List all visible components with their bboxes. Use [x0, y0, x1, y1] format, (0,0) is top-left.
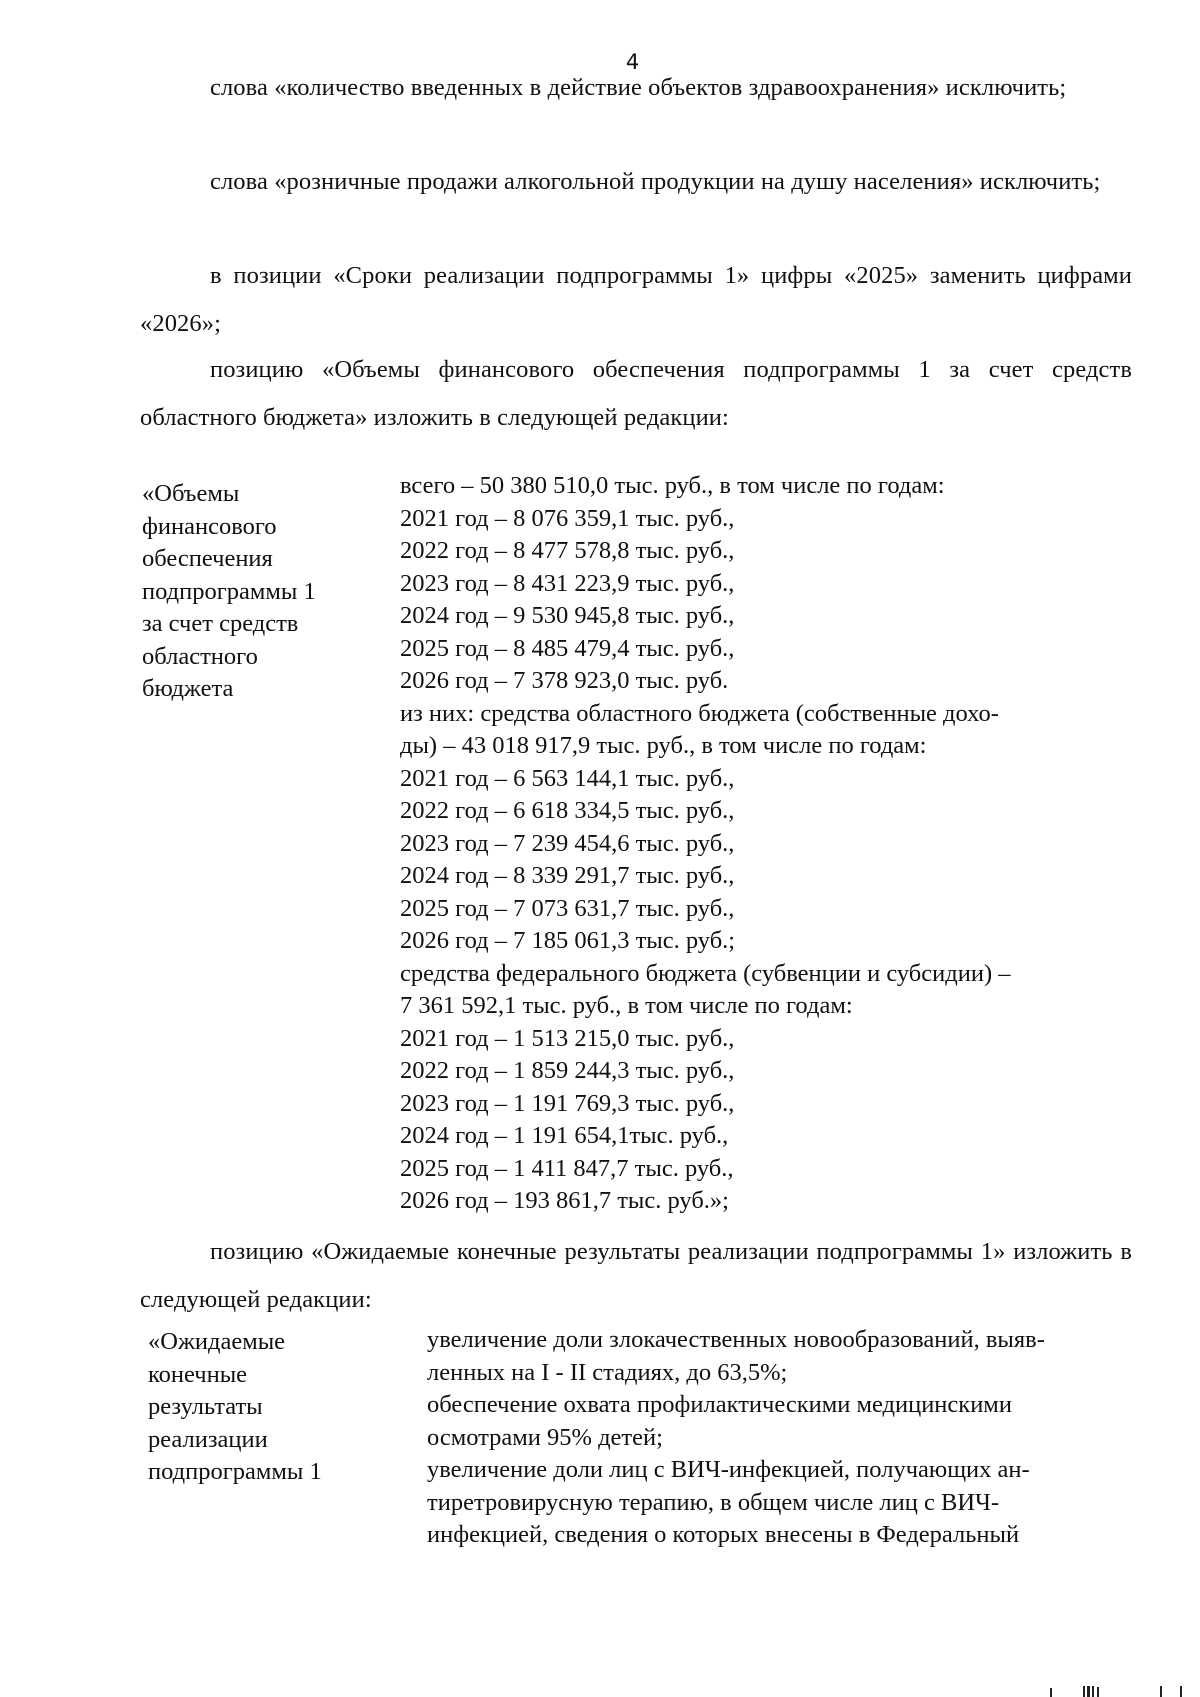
funding-value-line: 2023 год – 8 431 223,9 тыс. руб., — [400, 569, 735, 597]
scan-mark — [1180, 1686, 1182, 1697]
funding-values — [400, 470, 1140, 1218]
results-label-line: «Ожидаемые — [148, 1328, 286, 1355]
funding-value-line: 7 361 592,1 тыс. руб., в том числе по годам: — [400, 992, 853, 1019]
funding-value-line: 2021 год – 1 513 215,0 тыс. руб., — [400, 1024, 735, 1052]
funding-label-line: финансового — [142, 512, 277, 540]
funding-label-line: бюджета — [142, 675, 234, 702]
funding-value-line: ды) – 43 018 917,9 тыс. руб., в том числе по годам: — [400, 732, 927, 759]
funding-value-line: 2023 год – 7 239 454,6 тыс. руб., — [400, 829, 735, 857]
funding-label-line: обеспечения — [142, 545, 273, 572]
funding-value-line: из них: средства областного бюджета (собственные дохо- — [400, 699, 999, 727]
results-value-line: ленных на I - II стадиях, до 63,5%; — [427, 1358, 788, 1386]
funding-value-line: 2024 год – 1 191 654,1тыс. руб., — [400, 1122, 729, 1149]
scan-mark — [1050, 1688, 1052, 1697]
funding-value-line: 2026 год – 7 185 061,3 тыс. руб.; — [400, 927, 736, 954]
results-value-line: инфекцией, сведения о которых внесены в Федеральный — [427, 1521, 1020, 1548]
scan-mark — [1083, 1686, 1085, 1697]
funding-label-line: подпрограммы 1 — [142, 577, 316, 605]
scan-mark — [1087, 1686, 1090, 1697]
funding-value-line: 2026 год – 7 378 923,0 тыс. руб. — [400, 667, 729, 694]
funding-value-line: 2026 год – 193 861,7 тыс. руб.»; — [400, 1187, 729, 1214]
funding-label — [142, 478, 372, 706]
funding-value-line: 2024 год – 9 530 945,8 тыс. руб., — [400, 602, 735, 629]
funding-value-line: 2023 год – 1 191 769,3 тыс. руб., — [400, 1089, 735, 1117]
results-value-line: увеличение доли злокачественных новообразований, выяв- — [427, 1326, 1045, 1353]
funding-label-line: за счет средств — [142, 610, 299, 637]
funding-value-line: 2021 год – 8 076 359,1 тыс. руб., — [400, 504, 735, 532]
paragraph-deadline-change: в позиции «Сроки реализации подпрограммы 1» цифры «2025» заменить цифрами «2026»; — [140, 262, 1132, 337]
results-label-line: подпрограммы 1 — [148, 1458, 322, 1485]
paragraph-alcohol-excluded: слова «розничные продажи алкогольной продукции на душу населения» исключить; — [210, 168, 1101, 195]
funding-value-line: 2022 год – 1 859 244,3 тыс. руб., — [400, 1057, 735, 1084]
funding-value-line: 2025 год – 1 411 847,7 тыс. руб., — [400, 1154, 734, 1182]
results-value-line: обеспечение охвата профилактическими медицинскими — [427, 1391, 1012, 1418]
scan-mark — [1092, 1686, 1094, 1697]
funding-value-line: 2025 год – 8 485 479,4 тыс. руб., — [400, 634, 735, 662]
funding-value-line: 2024 год – 8 339 291,7 тыс. руб., — [400, 862, 735, 889]
results-value-line: осмотрами 95% детей; — [427, 1423, 663, 1451]
paragraph-results-intro: позицию «Ожидаемые конечные результаты реализации подпрограммы 1» изложить в следующей редакции: — [140, 1238, 1132, 1313]
funding-value-line: 2021 год – 6 563 144,1 тыс. руб., — [400, 764, 735, 792]
paragraph-funding-intro: позицию «Объемы финансового обеспечения подпрограммы 1 за счет средств областного бюджета» изложить в следующей редакции: — [140, 356, 1132, 431]
results-label-line: результаты — [148, 1393, 263, 1420]
paragraph-objects-excluded: слова «количество введенных в действие объектов здравоохранения» исключить; — [210, 74, 1067, 101]
funding-value-line: 2022 год – 8 477 578,8 тыс. руб., — [400, 537, 735, 564]
scan-mark — [1097, 1687, 1099, 1697]
results-value-line: тиретровирусную терапию, в общем числе лиц с ВИЧ- — [427, 1488, 1000, 1516]
funding-value-line: всего – 50 380 510,0 тыс. руб., в том числе по годам: — [400, 472, 945, 499]
scan-mark — [1160, 1686, 1162, 1697]
results-value-line: увеличение доли лиц с ВИЧ-инфекцией, получающих ан- — [427, 1456, 1030, 1483]
results-values — [427, 1324, 1147, 1552]
page-number: 4 — [625, 50, 640, 74]
funding-label-line: областного — [142, 642, 258, 670]
results-label-line: конечные — [148, 1360, 248, 1388]
funding-value-line: 2025 год – 7 073 631,7 тыс. руб., — [400, 894, 735, 922]
funding-label-line: «Объемы — [142, 480, 240, 507]
results-label-line: реализации — [148, 1425, 268, 1453]
results-label — [148, 1326, 388, 1489]
funding-value-line: 2022 год – 6 618 334,5 тыс. руб., — [400, 797, 735, 824]
funding-value-line: средства федерального бюджета (субвенции и субсидии) – — [400, 959, 1011, 987]
